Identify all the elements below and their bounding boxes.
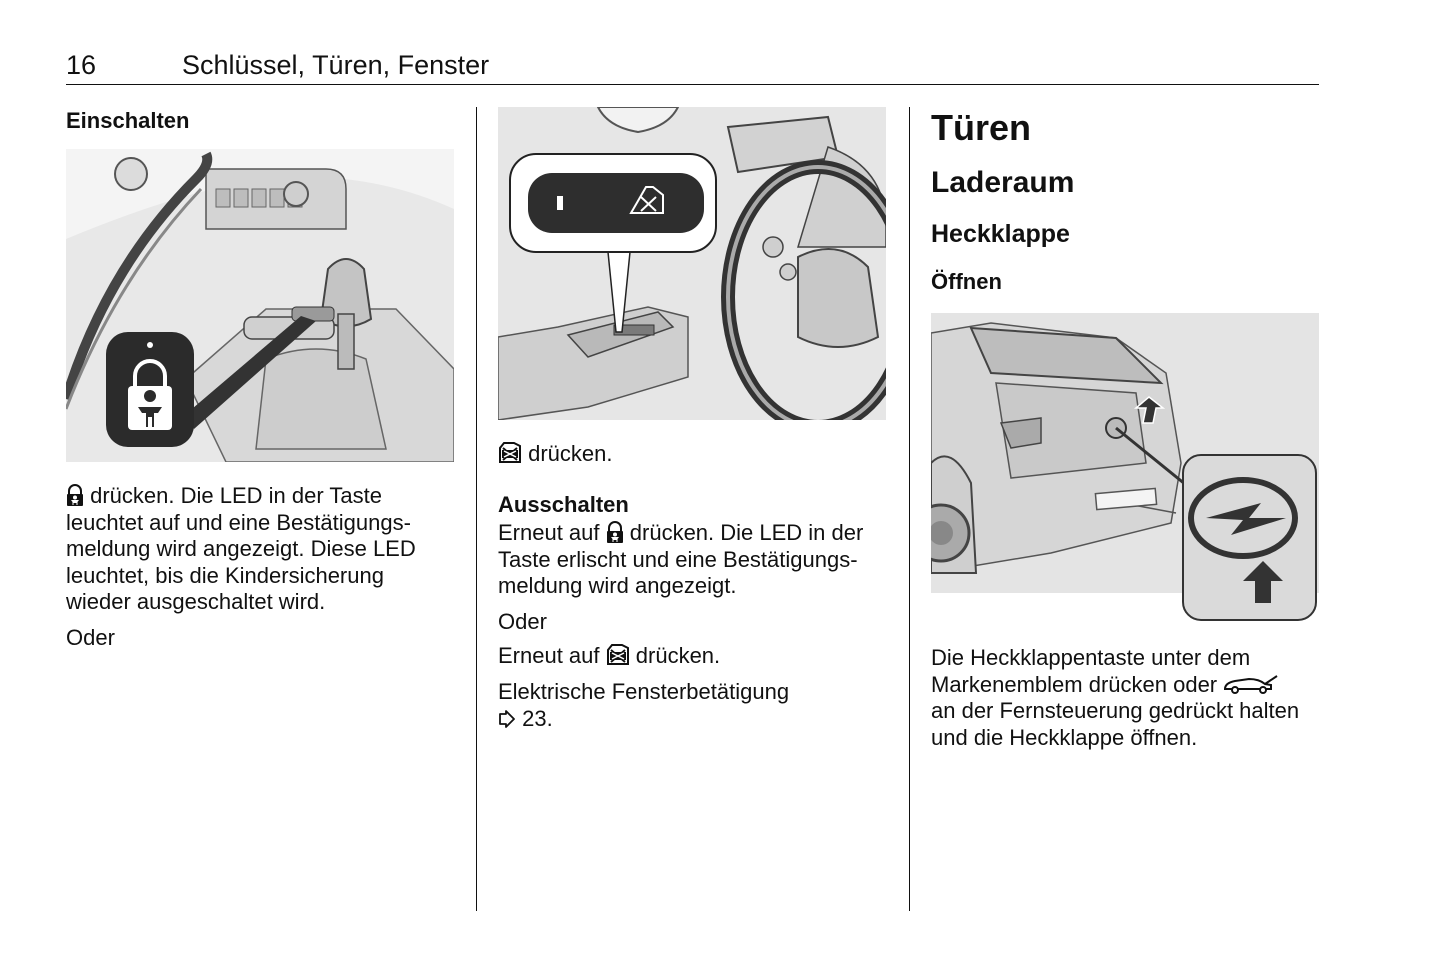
line-3: an der Fernsteuerung gedrückt halten — [931, 698, 1300, 723]
header-rule — [66, 84, 1319, 85]
line-5: wieder ausgeschaltet wird. — [66, 589, 326, 614]
oder-label-2: Oder — [498, 609, 547, 634]
tailgate-open-icon — [1223, 673, 1279, 695]
column-divider-2 — [909, 107, 910, 911]
section-heading-einschalten: Einschalten — [66, 108, 190, 133]
line-2: leuchtet auf und eine Bestätigungs- — [66, 509, 411, 535]
chapter-title: Schlüssel, Türen, Fenster — [182, 50, 490, 80]
einschalten-paragraph — [66, 483, 466, 616]
line-2 — [931, 672, 1331, 699]
fensterbetaetigung-reference[interactable] — [498, 679, 789, 732]
page-reference-arrow-icon — [498, 710, 516, 728]
page-number: 16 — [66, 50, 97, 80]
figure-driver-door-window-lock — [498, 107, 886, 420]
heading-tueren: Türen — [931, 107, 1032, 148]
line-3: meldung wird angezeigt. Diese LED — [66, 536, 416, 561]
line-1: Die Heckklappentaste unter dem — [931, 645, 1251, 670]
window-lock-icon — [606, 644, 630, 666]
line-4: leuchtet, bis die Kindersicherung — [66, 562, 384, 588]
para2-start: Erneut auf — [498, 643, 600, 668]
ausschalten-paragraph — [498, 520, 898, 600]
para2-end: drücken. — [635, 643, 721, 668]
line-2-text: Markenemblem drücken oder — [931, 671, 1218, 697]
heading-oeffnen: Öffnen — [931, 269, 1002, 294]
heckklappe-paragraph — [931, 645, 1331, 751]
heading-laderaum: Laderaum — [931, 166, 1075, 199]
line-3: meldung wird angezeigt. — [498, 573, 737, 598]
line-1 — [498, 520, 898, 547]
line-1-text: drücken. Die LED in der Taste — [90, 483, 382, 508]
line-2: Taste erlischt und eine Bestätigungs- — [498, 546, 858, 572]
heading-heckklappe: Heckklappe — [931, 220, 1070, 248]
figure-center-console-child-lock — [66, 149, 454, 462]
oder-label-1: Oder — [66, 625, 115, 650]
figure-tailgate-emblem — [931, 313, 1319, 623]
erneut-window-lock-line — [498, 643, 720, 670]
reference-line-2[interactable] — [498, 706, 789, 733]
reference-page: 23. — [522, 705, 553, 731]
line-1 — [66, 483, 466, 510]
column-divider-1 — [476, 107, 477, 911]
window-lock-icon — [498, 442, 522, 464]
window-lock-caption-text: drücken. — [528, 441, 613, 466]
child-lock-icon — [66, 484, 84, 506]
line-1-start: Erneut auf — [498, 520, 600, 545]
reference-line-1: Elektrische Fensterbetätigung — [498, 679, 790, 704]
section-heading-ausschalten: Ausschalten — [498, 492, 629, 517]
child-lock-icon — [606, 521, 624, 543]
window-lock-caption — [498, 441, 613, 468]
line-4: und die Heckklappe öffnen. — [931, 724, 1198, 750]
line-1-end: drücken. Die LED in der — [629, 520, 864, 545]
